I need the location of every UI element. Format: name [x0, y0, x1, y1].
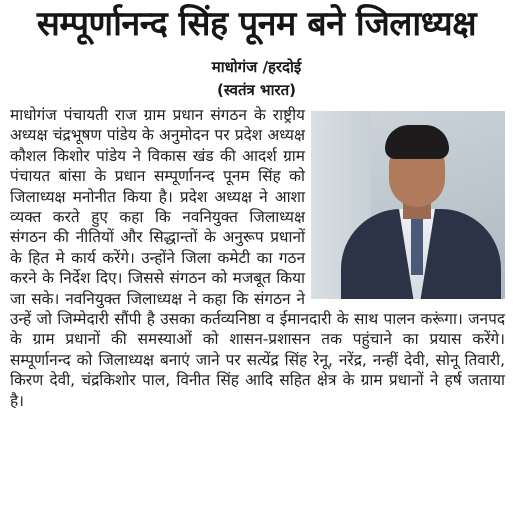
person-photo — [311, 111, 505, 299]
article-text: माधोगंज पंचायती राज ग्राम प्रधान संगठन के राष्ट्रीय अध्यक्ष चंद्रभूषण पांडेय के अनुमोदन पर प्रदेश अध्यक्ष कौशल किशोर पांडेय ने विकास खंड की आदर्श ग्राम पंचायत बांसा के प्रधान सम्पूर्णानन्द पूनम सिंह को जिलाध्यक्ष मनोनीत किया है। प्रदेश अध्यक्ष ने आशा व्यक्त करते हुए कहा कि नवनियुक्त जिलाध्यक्ष संगठन की नीतियों और सिद्धान्तों के अनुरूप प्रधानों के हित मे कार्य करेंगे। उन्होंने जिला कमेटी का गठन करने के निर्देश दिए। जिससे संगठन को मजबूत किया जा सके। नवनियुक्त जिलाध्यक्ष ने कहा कि संगठन ने उन्हें जो जिम्मेदारी सौंपी है उसका कर्तव्यनिष्ठा व ईमानदारी के साथ पालन करूंगा। जनपद के ग्राम प्रधानों की समस्याओं को शासन-प्रशासन तक पहुंचाने का प्रयास करेंगे। सम्पूर्णानन्द को जिलाध्यक्ष बनाएं जाने पर सत्येंद्र सिंह रेनू, नरेंद्र, नन्हीं देवी, सोनू तिवारी, किरण देवी, चंद्रकिशोर पाल, विनीत सिंह आदि सहित क्षेत्र के ग्राम प्रधानों ने हर्ष जताया है। — [10, 106, 505, 410]
headline: सम्पूर्णानन्द सिंह पूनम बने जिलाध्यक्ष — [36, 4, 477, 44]
dateline: माधोगंज /हरदोई — [211, 58, 302, 76]
source-credit: (स्वतंत्र भारत) — [216, 81, 297, 99]
article-body — [10, 105, 505, 411]
